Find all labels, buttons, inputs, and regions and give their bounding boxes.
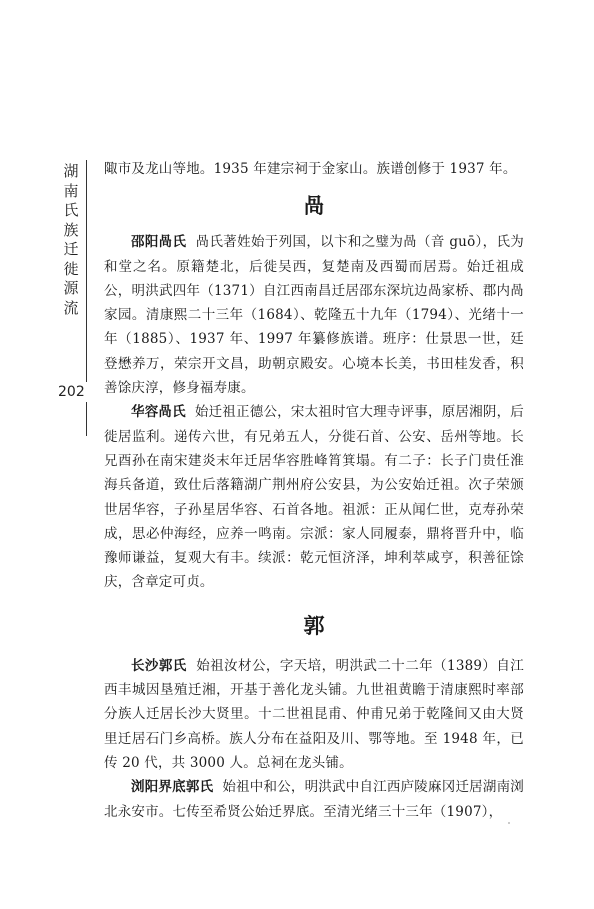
entry-text: 始祖中和公，明洪武中自江西庐陵麻冈迁居湖南浏北永安市。七传至希贤公始迁界底。至清光绪三十三年（1907）， [104,779,525,820]
entry-paragraph [104,775,524,824]
entry-text: 始迁祖正德公，宋太祖时官大理寺评事，原居湘阴，后徙居监利。递传六世，有兄弟五人，分徙石首、公安、岳州等地。长兄酉孙在南宋建炎末年迁居华容胜峰筲箕塌。有二子：长子门贵任淮海兵备道，致仕后落籍湖广荆州府公安县，为公安始迁祖。次子荣颁世居华容，子孙星居华容、石首各地。祖派：正从闻仁世，克寿孙荣成，思必仲海经，应养一鸣南。宗派：家人同履泰，鼎将晋升中，临豫师谦益，复观大有丰。续派：乾元恒济泽，坤利萃咸亨，积善征馀庆，含章定可贞。 [104,404,524,591]
section-heading-guo: 咼 [303,194,325,219]
side-title: 湖南氏族迁徙源流 [63,162,79,317]
entry-paragraph [104,400,524,594]
scan-speck [508,822,510,824]
entry-lead: 长沙郭氏 [131,657,187,674]
entry-paragraph [104,230,524,400]
entry-paragraph [104,654,524,775]
entry-lead: 邵阳咼氏 [131,234,187,251]
entry-text: 咼氏著姓始于列国，以卞和之璧为咼（音 guō），氏为和堂之名。原籍楚北，后徙吴西，复楚南及西蜀而居焉。始迁祖成公，明洪武四年（1371）自江西南昌迁居邵东深坑边咼家桥、郡内咼家园。清康熙二十三年（1684）、乾隆五十九年（1794）、光绪十一年（1885）、1937 年、1997 年纂修族谱。班序：仕景思一世，廷登懋养万，荣宗开文昌，助朝京殿安。心境本长美，书田桂发香，积善馀庆淳，修身福寿康。 [104,234,524,397]
main-text [104,157,524,824]
section-heading-guo-2: 郭 [303,613,325,638]
entry-lead: 华容咼氏 [131,404,186,421]
entry-lead: 浏阳界底郭氏 [131,779,214,796]
vertical-rule-bottom [86,402,87,436]
entry-text: 始祖汝材公，字天培，明洪武二十二年（1389）自江西丰城因垦殖迁湘，开基于善化龙头铺。九世祖黄瞻于清康熙时率部分族人迁居长沙大贤里。十二世祖昆甫、仲甫兄弟于乾隆间又由大贤里迁居石门乡高桥。族人分布在益阳及川、鄂等地。至 1948 年，已传 20 代，共 3000 人。总祠在龙头铺。 [104,657,524,771]
vertical-rule-top [86,160,87,382]
page-number: 202 [58,384,85,400]
intro-paragraph: 陬市及龙山等地。1935 年建宗祠于金家山。族谱创修于 1937 年。 [104,161,517,177]
